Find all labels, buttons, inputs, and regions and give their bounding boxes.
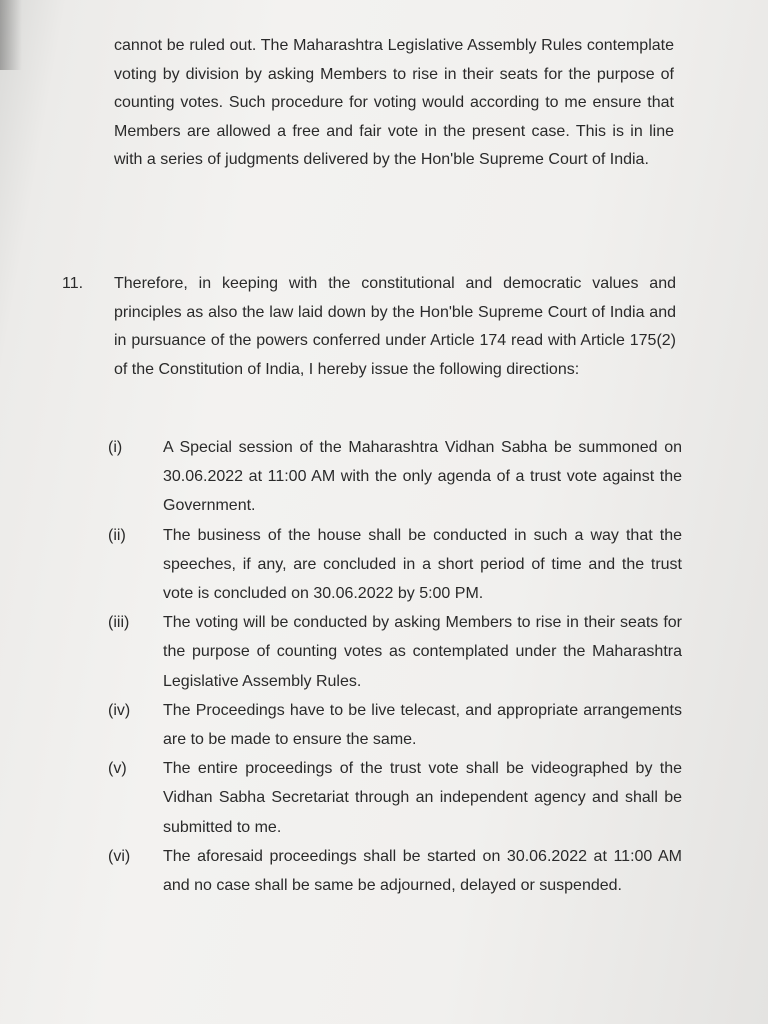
direction-item: [108, 842, 682, 900]
opening-paragraph: cannot be ruled out. The Maharashtra Legislative Assembly Rules contemplate voting by division by asking Members to rise in their seats for the purpose of counting votes. Such procedure for voting would according to me ensure that Members are allowed a free and fair vote in the present case. This is in line with a series of judgments delivered by the Hon'ble Supreme Court of India.: [114, 37, 674, 169]
direction-text: The Proceedings have to be live telecast, and appropriate arrangements are to be made to ensure the same.: [163, 701, 682, 749]
directions-list: [108, 433, 682, 900]
direction-text: The voting will be conducted by asking Members to rise in their seats for the purpose of counting votes as contemplated under the Maharashtra Legislative Assembly Rules.: [163, 614, 682, 690]
direction-item: [108, 433, 682, 521]
paragraph-number: 11.: [62, 275, 84, 292]
direction-item: [108, 608, 682, 696]
direction-item: [108, 521, 682, 609]
direction-text: The entire proceedings of the trust vote shall be videographed by the Vidhan Sabha Secretariat through an independent agency and shall be submitted to me.: [163, 760, 682, 836]
direction-text: The business of the house shall be conducted in such a way that the speeches, if any, are concluded in a short period of time and the trust vote is concluded on 30.06.2022 by 5:00 PM.: [163, 526, 682, 603]
direction-label: (vi): [108, 847, 131, 865]
direction-label: (iv): [108, 701, 131, 719]
direction-item: [108, 696, 682, 754]
direction-label: (i): [108, 439, 123, 456]
direction-label: (v): [108, 760, 127, 778]
direction-text: The aforesaid proceedings shall be started on 30.06.2022 at 11:00 AM and no case shall be same be adjourned, delayed or suspended.: [163, 847, 682, 895]
paragraph-text: Therefore, in keeping with the constitutional and democratic values and principles as also the law laid down by the Hon'ble Supreme Court of India and in pursuance of the powers conferred under Article 174 read with Article 175(2) of the Constitution of India, I hereby issue the following directions:: [114, 275, 676, 378]
direction-label: (ii): [108, 526, 126, 544]
direction-text: A Special session of the Maharashtra Vidhan Sabha be summoned on 30.06.2022 at 11:00 AM with the only agenda of a trust vote against the Government.: [163, 439, 682, 515]
direction-label: (iii): [108, 614, 130, 632]
page-corner-shadow: [0, 0, 22, 70]
direction-item: [108, 754, 682, 842]
